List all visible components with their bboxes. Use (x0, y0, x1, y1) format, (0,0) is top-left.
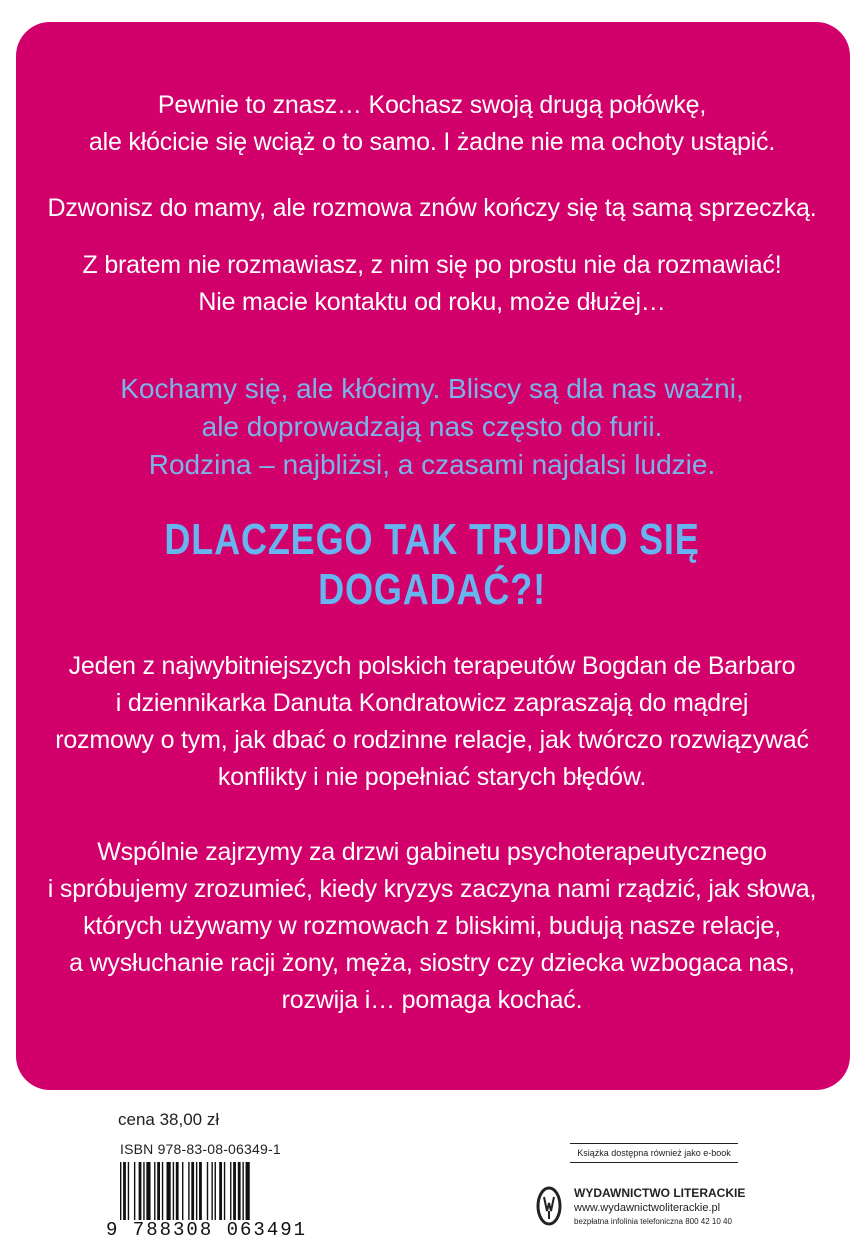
publisher-logo-icon (536, 1185, 562, 1227)
publisher-hotline: bezpłatna infolinia telefoniczna 800 42 10 40 (574, 1217, 732, 1226)
barcode-digits: 9 788308 063491 (106, 1219, 308, 1241)
text-line: Pewnie to znasz… Kochasz swoją drugą połówkę, (157, 91, 707, 119)
price-label: cena 38,00 zł (118, 1110, 220, 1129)
intro-paragraph-2 (0, 190, 864, 227)
text-line: a wysłuchanie racji żony, męża, siostry czy dziecka wzbogaca nas, (69, 949, 795, 977)
barcode-bar (188, 1162, 189, 1220)
description-paragraph-1 (0, 648, 864, 796)
barcode-bar (154, 1162, 155, 1220)
barcode-bar (211, 1162, 212, 1220)
barcode-bar (196, 1162, 197, 1220)
barcode-bar (246, 1162, 250, 1220)
barcode-bar (134, 1162, 135, 1220)
publisher-url: www.wydawnictwoliterackie.pl (574, 1202, 721, 1214)
blue-quote (0, 370, 864, 484)
barcode-bar (207, 1162, 208, 1220)
barcode-bar (143, 1162, 144, 1220)
text-line: konflikty i nie popełniać starych błędów. (217, 763, 647, 791)
barcode-bar (219, 1162, 222, 1220)
barcode-bar (199, 1162, 202, 1220)
text-line: Wspólnie zajrzymy za drzwi gabinetu psychoterapeutycznego (97, 838, 767, 866)
barcode-bar (191, 1162, 194, 1220)
barcode-bar (242, 1162, 243, 1220)
text-line: Dzwonisz do mamy, ale rozmowa znów kończy się tą samą sprzeczką. (47, 194, 817, 222)
text-line: Nie macie kontaktu od roku, może dłużej… (198, 288, 666, 316)
barcode-bar (157, 1162, 160, 1220)
barcode-bar (176, 1162, 179, 1220)
text-line: rozmowy o tym, jak dbać o rodzinne relacje, jak twórczo rozwiązywać (55, 726, 809, 754)
text-line: i dziennikarka Danuta Kondratowicz zapraszają do mądrej (115, 689, 749, 717)
text-line: Z bratem nie rozmawiasz, z nim się po prostu nie da rozmawiać! (82, 251, 782, 279)
barcode-bar (224, 1162, 225, 1220)
intro-paragraph-1 (0, 87, 864, 161)
barcode-bar (182, 1162, 183, 1220)
barcode-bar (215, 1162, 216, 1220)
headline: DLACZEGO TAK TRUDNO SIĘ DOGADAĆ?! (164, 515, 700, 614)
text-line: ale kłócicie się wciąż o to samo. I żadne nie ma ochoty ustąpić. (88, 128, 776, 156)
barcode-bar (139, 1162, 142, 1220)
barcode-bar (146, 1162, 150, 1220)
text-line: rozwija i… pomaga kochać. (281, 986, 583, 1014)
isbn-label: ISBN 978-83-08-06349-1 (120, 1141, 281, 1157)
barcode-bar (230, 1162, 231, 1220)
description-paragraph-2 (0, 834, 864, 1019)
text-line: Rodzina – najbliżsi, a czasami najdalsi ludzie. (148, 449, 716, 480)
text-line: Jeden z najwybitniejszych polskich terapeutów Bogdan de Barbaro (68, 652, 796, 680)
barcode-bar (173, 1162, 174, 1220)
ebook-note: Książka dostępna również jako e-book (570, 1143, 738, 1163)
barcode-bar (128, 1162, 129, 1220)
text-line: ale doprowadzają nas często do furii. (201, 411, 663, 442)
barcode-bar (123, 1162, 126, 1220)
barcode-bar (167, 1162, 171, 1220)
barcode-bar (238, 1162, 241, 1220)
publisher-name: WYDAWNICTWO LITERACKIE (574, 1186, 746, 1200)
text-line: których używamy w rozmowach z bliskimi, budują nasze relacje, (83, 912, 781, 940)
text-line: i spróbujemy zrozumieć, kiedy kryzys zaczyna nami rządzić, jak słowa, (47, 875, 817, 903)
barcode (120, 1162, 296, 1220)
barcode-bar (233, 1162, 236, 1220)
barcode-bar (120, 1162, 121, 1220)
text-line: Kochamy się, ale kłócimy. Bliscy są dla nas ważni, (120, 373, 744, 404)
barcode-bar (162, 1162, 163, 1220)
intro-paragraph-3 (0, 247, 864, 321)
